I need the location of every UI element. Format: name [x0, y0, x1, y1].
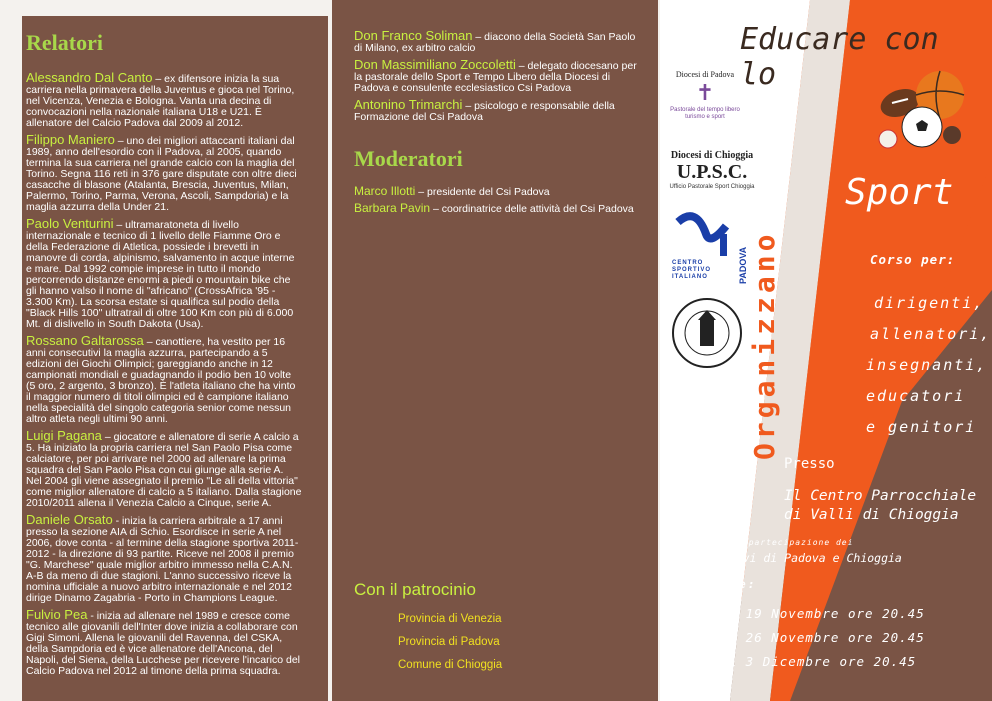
organizzano-title: Organizzano — [748, 230, 781, 460]
patrocinio-item: Comune di Chioggia — [398, 659, 503, 671]
person-name: Fulvio Pea — [26, 607, 88, 622]
relatori-list — [26, 72, 302, 677]
person-description: – diacono della Società San Paolo di Milano, ex arbitro calcio — [354, 31, 636, 54]
csi-logo-icon — [670, 212, 734, 258]
pastorale-label: Pastorale del tempo libero turismo e sport — [670, 107, 740, 120]
person-name: Don Franco Soliman — [354, 28, 473, 43]
person-description: – canottiere, ha vestito per 16 anni consecutivi la maglia azzurra, partecipando a 5 edizioni dei Giochi Olimpici; gareggiando anche in 12 campionati mondiali e guadagnando il podio ben 10 volte (5 oro, 2 argento, 3 bronzo). È l'atleta italiano che ha vinto il maggior numero di titoli olimpici ed è campione italiano nella specialità del singolo categoria senior come nessun altro atleta negli ultimi 90 anni. — [26, 336, 296, 425]
person-entry — [26, 134, 302, 213]
person-description: – ultramaratoneta di livello internazionale e tecnico di 1 livello delle Fiamme Oro e della Federazione di Atletica, possiede i brevetti in manovre di corda, alpinismo, salvamento in acque interne e mare. Dal 1992 compie imprese in tutto il mondo percorrendo distanze enormi a piedi o mountain bike che gli hanno valso il nome di "africano" (CrossAfrica '95 - 3.300 Km). La scorsa estate si qualifica sul podio della "Black Hills 100" ultratrail di oltre 100 Km con più di 6.000 Mt. di dislivello in South Dakota (Usa). — [26, 219, 295, 330]
upsc-label: U.P.S.C. — [676, 161, 748, 183]
partecipazione-label: Con la partecipazione dei — [708, 538, 854, 547]
person-entry — [26, 335, 302, 425]
logo-diocesi-padova — [668, 70, 742, 121]
person-description: – giocatore e allenatore di serie A calcio a 5. Ha iniziato la propria carriera nel San Paolo Pisa come calciatore, per poi arrivare nel 2000 ad allenare la prima squadra del San Paolo Pisa con cui giunge alla serie A. Nel 2004 gli viene assegnato il premio "Le ali della vittoria" come miglior allenatore di calcio a 5 italiano. Dalla stagione 2010/2011 allena il Venezia Calcio a Cinque, serie A. — [26, 431, 302, 509]
sports-balls-icon — [870, 65, 970, 165]
logo-csi-padova — [666, 212, 746, 284]
moderatori-list — [354, 186, 642, 215]
panel-cover — [660, 0, 992, 701]
person-entry — [354, 203, 642, 215]
panel-middle — [332, 0, 658, 701]
dates-list — [686, 602, 925, 674]
patrocinio-item: Provincia di Venezia — [398, 613, 502, 625]
diocesi-padova-label: Diocesi di Padova — [675, 70, 735, 79]
person-name: Rossano Galtarossa — [26, 333, 144, 348]
venue — [784, 487, 976, 525]
csi-lines — [672, 260, 711, 281]
patrocinio-title: Con il patrocinio — [354, 580, 476, 599]
person-entry — [354, 99, 642, 123]
audience-item: dirigenti, — [874, 294, 985, 312]
date-item: Lunedì 26 Novembre ore 20.45 — [686, 630, 925, 645]
csi-line: ITALIANO — [672, 274, 708, 280]
patrocinio-section — [354, 580, 642, 677]
person-name: Marco Illotti — [354, 184, 416, 198]
relatori-section — [26, 30, 302, 682]
cover-title-line2: Sport — [845, 172, 954, 213]
panel-relatori — [0, 0, 330, 701]
moderatori-title: Moderatori — [354, 146, 463, 171]
person-name: Alessandro Dal Canto — [26, 70, 153, 85]
logo-upsc — [662, 150, 762, 190]
patrocinio-item: Provincia di Padova — [398, 636, 500, 648]
person-entry — [26, 514, 302, 604]
audience-item: allenatori, — [870, 325, 992, 343]
person-name: Barbara Pavin — [354, 201, 431, 215]
audience-list — [866, 288, 991, 443]
person-description: – psicologo e responsabile della Formazione del Csi Padova — [354, 100, 615, 123]
cover-title-line1: Educare con lo — [740, 22, 939, 92]
csi-line: CENTRO — [672, 260, 704, 266]
venue-line: di Valli di Chioggia — [784, 507, 959, 523]
person-name: Filippo Maniero — [26, 132, 115, 147]
person-description: - inizia la carriera arbitrale a 17 anni presso la sezione AIA di Schio. Esordisce in serie A nel 2006, dove conta - al termine della stagione sportiva 2011-2012 - la direzione di 93 partite. Riceve nel 2008 il premio "G. Marchese" quale miglior arbitro immesso nella C.A.N. A-B da meno di due stagioni. L'anno successivo riceve la nomina ufficiale a nuovo arbitro internazionale e nel 2012 dirige Dinamo Zagabria - Porto in Champions League. — [26, 515, 299, 604]
patrocinio-list — [354, 608, 642, 677]
person-name: Luigi Pagana — [26, 428, 102, 443]
person-name: Antonino Trimarchi — [354, 97, 463, 112]
cross-icon: ✝ — [695, 80, 715, 105]
vescovi-label: vescovi di Padova e Chioggia — [708, 551, 902, 565]
person-entry — [26, 72, 302, 129]
person-entry — [354, 186, 642, 198]
person-name: Don Massimiliano Zoccoletti — [354, 57, 516, 72]
person-name: Paolo Venturini — [26, 216, 114, 231]
venue-line: Il Centro Parrocchiale — [784, 488, 977, 504]
person-description: – ex difensore inizia la sua carriera nella primavera della Juventus e gioca nel Torino, nel Vicenza, Venezia e Bologna. Vanta una decina di convocazioni nella nazionale italiana U18 e U21. È allenatore del Calcio Padova dal 2009 al 2012. — [26, 73, 295, 129]
upsc-sub: Ufficio Pastorale Sport Chioggia — [669, 184, 755, 190]
vicariato-seal-icon — [670, 296, 744, 370]
person-entry — [354, 59, 642, 94]
person-description: – coordinatrice delle attività del Csi Padova — [432, 203, 634, 215]
relatori-title: Relatori — [26, 30, 103, 55]
corso-label: Corso per: — [870, 252, 956, 267]
relatori-cont-list — [354, 30, 642, 123]
audience-item: e genitori — [866, 418, 977, 436]
date-label: Date: — [712, 577, 757, 591]
diocesi-chioggia-label: Diocesi di Chioggia — [670, 150, 754, 161]
person-description: – presidente del Csi Padova — [418, 186, 550, 198]
csi-line: SPORTIVO — [672, 267, 712, 273]
audience-item: educatori — [866, 387, 966, 405]
person-entry — [26, 218, 302, 330]
person-name: Daniele Orsato — [26, 512, 113, 527]
person-description: – uno dei migliori attaccanti italiani dal 1989, anno dell'esordio con il Padova, al 2005, quando termina la sua carriera nel grande calcio con la maglia del Torino. Segna 116 reti in 376 gare disputate con oltre dieci casacche di blasone (Atalanta, Brescia, Juventus, Milan, Palermo, Torino, Parma, Verona, Ascoli, Sampdoria) e la maglia azzurra della Under 21. — [26, 135, 297, 213]
person-entry — [26, 430, 302, 509]
relatori-continued — [354, 30, 642, 128]
presso-label: Presso — [784, 456, 835, 472]
person-entry — [26, 609, 302, 677]
person-description: - inizia ad allenare nel 1989 e cresce come tecnico alle giovanili dell'Inter dove inizia a collaborare con Gigi Simoni. Allena le giovanili del Ravenna, del CSKA, della Sampdoria ed è vice allenatore dell'Ancona, del Napoli, del Siena, della Lucchese per ricevere l'incarico del Calcio Padova nel 2012 al timone della prima squadra. — [26, 610, 300, 677]
date-item: Lunedì 19 Novembre ore 20.45 — [686, 606, 925, 621]
moderatori-section — [354, 146, 642, 220]
csi-side: PADOVA — [738, 246, 748, 284]
person-entry — [354, 30, 642, 54]
person-description: – delegato diocesano per la pastorale dello Sport e Tempo Libero della Diocesi di Padova e consulente ecclesiastico Csi Padova — [354, 60, 637, 94]
audience-item: insegnanti, — [866, 356, 988, 374]
date-item: Lunedì 3 Dicembre ore 20.45 — [686, 654, 917, 669]
